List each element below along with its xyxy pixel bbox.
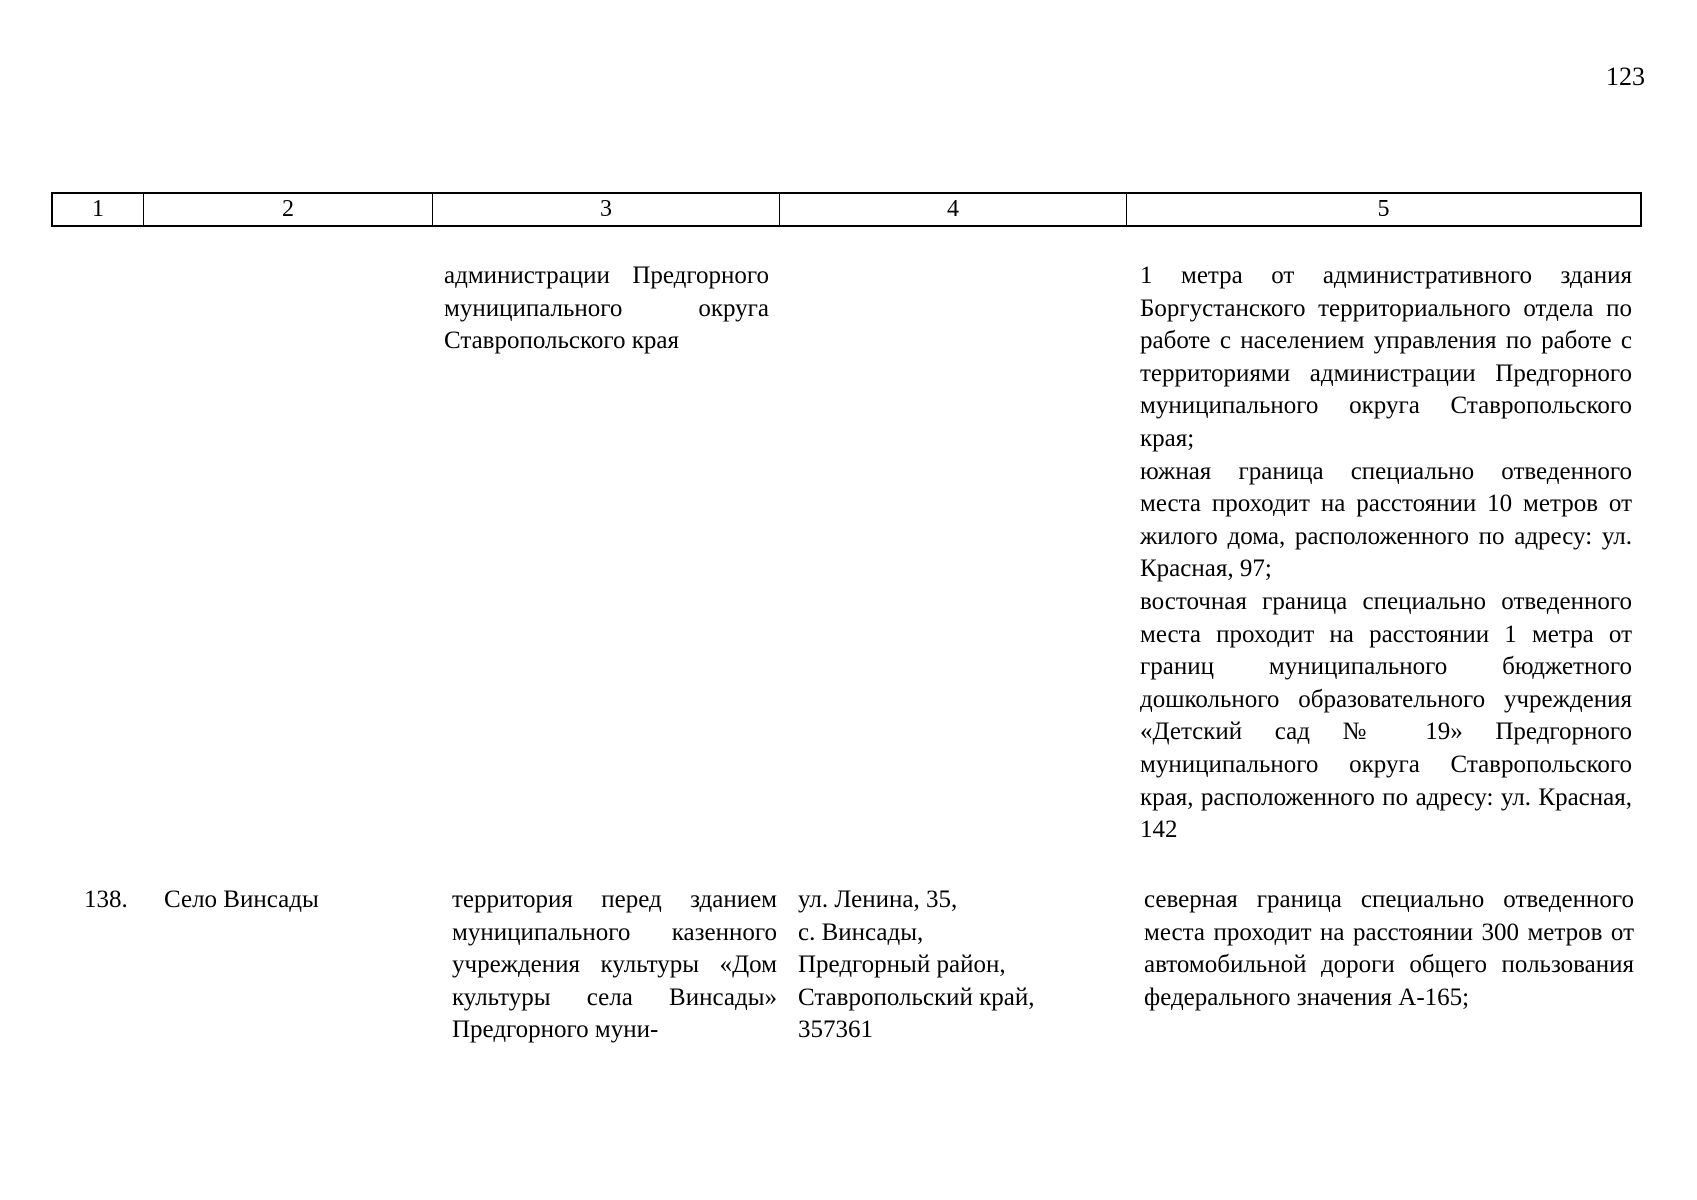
cont-row-col3: администрации Предгорного муниципального округа Ставропольского края: [444, 262, 769, 355]
cont-row-col5-para-3: восточная граница специально отведенного места проходит на расстоянии 1 метра от границ муниципального бюджетного дошкольного образовательного учреждения «Детский сад № 19» Предгорного муниципального округа Ставропольского края, расположенного по адресу: ул. Красная, 142: [1140, 587, 1632, 844]
cont-row-col5: [1140, 260, 1632, 847]
page-number: 123: [1606, 62, 1645, 91]
header-col-5: 5: [1377, 196, 1390, 222]
row-138-col4-line-5: 357361: [798, 1016, 873, 1044]
cont-row-col5-para-1: 1 метра от административного здания Боргустанского территориального отдела по работе с населением управления по работе с территориями администрации Предгорного муниципального округа Ставропольского края;: [1140, 262, 1632, 452]
row-138-col5: северная граница специально отведенного места проходит на расстоянии 300 метров от автомобильной дороги общего пользования федерального значения А-165;: [1144, 886, 1634, 1011]
row-138-col4-line-3: Предгорный район,: [798, 951, 1006, 979]
row-138-name: Село Винсады: [164, 886, 319, 913]
row-138-col4-line-1: ул. Ленина, 35,: [798, 886, 958, 913]
header-col-4: 4: [780, 194, 1127, 225]
row-138-col4-line-4: Ставропольский край,: [798, 983, 1035, 1011]
row-138-number: 138.: [84, 886, 128, 913]
cont-row-col5-para-2: южная граница специально отведенного места проходит на расстоянии 10 метров от жилого дома, расположенного по адресу: ул. Красная, 97;: [1140, 457, 1632, 583]
row-138-col4-line-2: с. Винсады,: [798, 918, 924, 946]
header-col-2: 2: [144, 194, 433, 225]
header-col-1: 1: [53, 194, 144, 225]
row-138-col3: территория перед зданием муниципального казенного учреждения культуры «Дом культуры села Винсады» Предгорного муни-: [452, 886, 777, 1044]
header-col-3: 3: [433, 194, 780, 225]
table-header: [51, 192, 1642, 227]
row-138-col4: [798, 884, 1098, 1047]
